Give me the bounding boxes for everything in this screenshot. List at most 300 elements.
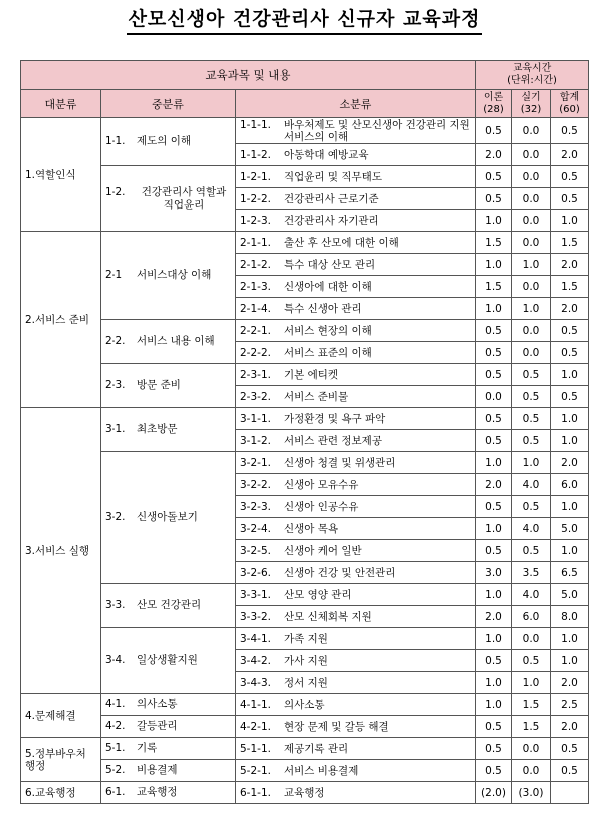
table-row — [21, 166, 589, 188]
hours-theory: (2.0) — [476, 782, 512, 804]
hours-practice: 0.5 — [512, 650, 551, 672]
hours-theory: 1.0 — [476, 584, 512, 606]
hours-total: 6.5 — [551, 562, 589, 584]
hours-theory: 1.0 — [476, 298, 512, 320]
minor-category — [236, 782, 476, 804]
minor-category-code: 4-1-1. — [240, 698, 271, 711]
mid-category-content — [105, 135, 231, 148]
hours-theory: 0.5 — [476, 738, 512, 760]
mid-category-content — [105, 720, 231, 733]
hours-practice: 0.0 — [512, 276, 551, 298]
hours-total: 2.0 — [551, 672, 589, 694]
table-row — [21, 584, 589, 606]
table-row — [21, 452, 589, 474]
minor-category-content — [240, 119, 471, 143]
hours-practice: 0.0 — [512, 320, 551, 342]
minor-category-content — [240, 149, 471, 161]
minor-category-name: 건강관리사 근로기준 — [284, 192, 379, 205]
mid-category-code: 2-2. — [105, 335, 126, 347]
mid-category-name: 산모 건강관리 — [137, 599, 202, 611]
minor-category-content — [240, 325, 471, 337]
mid-category-code: 1-2. — [105, 185, 126, 198]
minor-category-name: 특수 신생아 관리 — [284, 302, 362, 315]
table-row — [21, 694, 589, 716]
mid-category-content — [105, 599, 231, 612]
header-subjects: 교육과목 및 내용 — [21, 61, 476, 90]
hours-theory: 0.5 — [476, 166, 512, 188]
hours-total: 0.5 — [551, 118, 589, 144]
minor-category-name: 신생아 목욕 — [284, 522, 339, 535]
hours-theory: 1.5 — [476, 276, 512, 298]
minor-category-code: 2-2-1. — [240, 324, 271, 337]
mid-category-name: 신생아돌보기 — [137, 511, 198, 523]
hours-practice: 4.0 — [512, 474, 551, 496]
minor-category-content — [240, 765, 471, 777]
hours-theory: 0.5 — [476, 496, 512, 518]
minor-category — [236, 694, 476, 716]
hours-theory: 2.0 — [476, 606, 512, 628]
mid-category — [101, 716, 236, 738]
minor-category-content — [240, 391, 471, 403]
hours-total: 2.0 — [551, 298, 589, 320]
mid-category-code: 4-1. — [105, 698, 126, 710]
hours-practice: 1.0 — [512, 298, 551, 320]
hours-practice: 0.0 — [512, 628, 551, 650]
minor-category-content — [240, 215, 471, 227]
table-row — [21, 364, 589, 386]
hours-practice: 1.0 — [512, 672, 551, 694]
minor-category — [236, 210, 476, 232]
mid-category — [101, 694, 236, 716]
hours-theory: 0.5 — [476, 430, 512, 452]
mid-category-code: 1-1. — [105, 135, 126, 147]
minor-category-code: 3-4-3. — [240, 676, 271, 689]
hours-theory: 0.5 — [476, 320, 512, 342]
minor-category-code: 3-2-4. — [240, 522, 271, 535]
major-category: 2.서비스 준비 — [21, 232, 101, 408]
hours-total: 6.0 — [551, 474, 589, 496]
minor-category-code: 1-2-2. — [240, 192, 271, 205]
minor-category — [236, 298, 476, 320]
minor-category — [236, 584, 476, 606]
hours-total: 2.0 — [551, 254, 589, 276]
hours-practice: 3.5 — [512, 562, 551, 584]
minor-category-content — [240, 193, 471, 205]
mid-category-name: 기록 — [137, 742, 158, 754]
hours-total: 1.0 — [551, 496, 589, 518]
mid-category-code: 3-1. — [105, 423, 126, 435]
minor-category — [236, 166, 476, 188]
header-practice-total: (32) — [520, 103, 542, 115]
minor-category-code: 2-1-4. — [240, 302, 271, 315]
mid-category-content — [105, 511, 231, 524]
hours-theory: 0.5 — [476, 364, 512, 386]
mid-category-content — [105, 186, 231, 212]
minor-category-code: 3-4-2. — [240, 654, 271, 667]
minor-category-code: 2-1-1. — [240, 236, 271, 249]
minor-category-content — [240, 655, 471, 667]
curriculum-table — [20, 60, 589, 804]
hours-total: 0.5 — [551, 342, 589, 364]
hours-total: 1.0 — [551, 408, 589, 430]
mid-category-content — [105, 335, 231, 348]
table-row — [21, 408, 589, 430]
mid-category-content — [105, 698, 231, 711]
hours-practice: 0.0 — [512, 232, 551, 254]
mid-category-content — [105, 742, 231, 755]
hours-total: 2.5 — [551, 694, 589, 716]
minor-category-content — [240, 281, 471, 293]
header-sum — [551, 90, 589, 118]
minor-category-name: 산모 신체회복 지원 — [284, 610, 372, 623]
minor-category-code: 3-3-2. — [240, 610, 271, 623]
minor-category-content — [240, 743, 471, 755]
hours-theory: 0.5 — [476, 650, 512, 672]
minor-category — [236, 408, 476, 430]
mid-category-name: 건강관리사 역할과 직업윤리 — [141, 185, 227, 211]
minor-category-name: 특수 대상 산모 관리 — [284, 258, 376, 271]
hours-theory: 0.5 — [476, 342, 512, 364]
minor-category-code: 5-1-1. — [240, 742, 271, 755]
minor-category-code: 3-3-1. — [240, 588, 271, 601]
mid-category-content — [105, 786, 231, 799]
major-category: 1.역할인식 — [21, 118, 101, 232]
minor-category-content — [240, 435, 471, 447]
minor-category — [236, 364, 476, 386]
hours-theory: 0.5 — [476, 540, 512, 562]
minor-category-name: 서비스 현장의 이해 — [284, 324, 372, 337]
minor-category-content — [240, 259, 471, 271]
mid-category-code: 3-2. — [105, 511, 126, 523]
header-hours — [476, 61, 589, 90]
minor-category-name: 신생아 모유수유 — [284, 478, 359, 491]
mid-category-name: 최초방문 — [137, 423, 178, 435]
mid-category-name: 교육행정 — [137, 786, 178, 798]
table-row — [21, 628, 589, 650]
mid-category-content — [105, 269, 231, 282]
hours-practice: 0.5 — [512, 496, 551, 518]
minor-category-name: 신생아 건강 및 안전관리 — [284, 566, 396, 579]
mid-category — [101, 364, 236, 408]
minor-category-name: 현장 문제 및 갈등 해결 — [284, 720, 389, 733]
mid-category — [101, 166, 236, 232]
hours-theory: 1.0 — [476, 628, 512, 650]
minor-category-content — [240, 413, 471, 425]
mid-category — [101, 232, 236, 320]
mid-category-code: 2-3. — [105, 379, 126, 391]
major-category: 4.문제해결 — [21, 694, 101, 738]
minor-category-code: 1-2-1. — [240, 170, 271, 183]
mid-category-code: 4-2. — [105, 720, 126, 732]
header-row-bottom — [21, 90, 589, 118]
minor-category-code: 3-1-2. — [240, 434, 271, 447]
hours-total: 2.0 — [551, 144, 589, 166]
minor-category-name: 가정환경 및 욕구 파악 — [284, 412, 386, 425]
hours-practice: (3.0) — [512, 782, 551, 804]
minor-category — [236, 474, 476, 496]
minor-category — [236, 760, 476, 782]
minor-category-content — [240, 567, 471, 579]
hours-practice: 1.5 — [512, 694, 551, 716]
mid-category-code: 6-1. — [105, 786, 126, 798]
minor-category-content — [240, 369, 471, 381]
minor-category-content — [240, 237, 471, 249]
minor-category — [236, 562, 476, 584]
hours-total: 1.0 — [551, 364, 589, 386]
minor-category — [236, 386, 476, 408]
hours-practice: 0.0 — [512, 760, 551, 782]
minor-category-code: 3-4-1. — [240, 632, 271, 645]
hours-theory: 0.0 — [476, 386, 512, 408]
minor-category — [236, 738, 476, 760]
hours-total: 0.5 — [551, 760, 589, 782]
minor-category-content — [240, 787, 471, 799]
minor-category-content — [240, 633, 471, 645]
mid-category — [101, 408, 236, 452]
minor-category-code: 1-2-3. — [240, 214, 271, 227]
hours-theory: 1.0 — [476, 254, 512, 276]
minor-category-content — [240, 523, 471, 535]
header-hours-unit: (단위:시간) — [507, 75, 557, 86]
table-row — [21, 782, 589, 804]
hours-practice: 0.5 — [512, 540, 551, 562]
mid-category-name: 의사소통 — [137, 698, 178, 710]
hours-practice: 0.0 — [512, 118, 551, 144]
minor-category-content — [240, 721, 471, 733]
minor-category-content — [240, 347, 471, 359]
minor-category-name: 신생아 케어 일반 — [284, 544, 362, 557]
major-category: 3.서비스 실행 — [21, 408, 101, 694]
page-title: 산모신생아 건강관리사 신규자 교육과정 — [127, 8, 483, 35]
table-row — [21, 232, 589, 254]
hours-total: 1.0 — [551, 210, 589, 232]
mid-category-content — [105, 654, 231, 667]
mid-category — [101, 118, 236, 166]
mid-category-content — [105, 423, 231, 436]
mid-category-code: 3-3. — [105, 599, 126, 611]
minor-category-name: 가족 지원 — [284, 632, 328, 645]
mid-category-name: 비용결제 — [137, 764, 178, 776]
minor-category — [236, 716, 476, 738]
minor-category-name: 가사 지원 — [284, 654, 328, 667]
hours-total: 1.0 — [551, 540, 589, 562]
minor-category — [236, 606, 476, 628]
minor-category — [236, 518, 476, 540]
minor-category-name: 의사소통 — [284, 698, 325, 711]
minor-category-name: 제공기록 관리 — [284, 742, 349, 755]
minor-category-code: 2-3-1. — [240, 368, 271, 381]
header-theory — [476, 90, 512, 118]
mid-category-name: 제도의 이해 — [137, 135, 192, 147]
hours-practice: 1.0 — [512, 254, 551, 276]
hours-practice: 0.0 — [512, 342, 551, 364]
mid-category-code: 5-2. — [105, 764, 126, 776]
minor-category — [236, 540, 476, 562]
mid-category-name: 서비스대상 이해 — [137, 269, 212, 281]
hours-theory: 1.0 — [476, 672, 512, 694]
hours-theory: 1.0 — [476, 452, 512, 474]
hours-practice: 0.5 — [512, 386, 551, 408]
mid-category — [101, 628, 236, 694]
hours-total: 8.0 — [551, 606, 589, 628]
minor-category — [236, 232, 476, 254]
hours-practice: 0.0 — [512, 144, 551, 166]
minor-category-name: 신생아 청결 및 위생관리 — [284, 456, 396, 469]
minor-category — [236, 320, 476, 342]
table-row — [21, 738, 589, 760]
hours-theory: 2.0 — [476, 474, 512, 496]
mid-category — [101, 320, 236, 364]
minor-category-content — [240, 457, 471, 469]
minor-category-name: 출산 후 산모에 대한 이해 — [284, 236, 399, 249]
hours-practice: 1.0 — [512, 452, 551, 474]
hours-total: 5.0 — [551, 518, 589, 540]
header-hours-label: 교육시간 — [512, 63, 552, 74]
minor-category-name: 신생아에 대한 이해 — [284, 280, 372, 293]
minor-category-code: 3-2-2. — [240, 478, 271, 491]
hours-theory: 1.0 — [476, 518, 512, 540]
minor-category-name: 산모 영양 관리 — [284, 588, 352, 601]
hours-practice: 0.0 — [512, 166, 551, 188]
minor-category — [236, 276, 476, 298]
hours-total — [551, 782, 589, 804]
header-row-top — [21, 61, 589, 90]
minor-category-code: 2-1-2. — [240, 258, 271, 271]
minor-category — [236, 254, 476, 276]
hours-total: 0.5 — [551, 738, 589, 760]
mid-category-code: 5-1. — [105, 742, 126, 754]
minor-category-name: 신생아 인공수유 — [284, 500, 359, 513]
minor-category-content — [240, 545, 471, 557]
table-row — [21, 118, 589, 144]
hours-practice: 4.0 — [512, 518, 551, 540]
minor-category — [236, 430, 476, 452]
header-practice-label: 실기 — [521, 91, 541, 103]
hours-theory: 1.5 — [476, 232, 512, 254]
hours-practice: 1.5 — [512, 716, 551, 738]
minor-category-content — [240, 171, 471, 183]
minor-category-code: 4-2-1. — [240, 720, 271, 733]
minor-category — [236, 144, 476, 166]
hours-practice: 0.5 — [512, 430, 551, 452]
minor-category — [236, 628, 476, 650]
hours-practice: 0.0 — [512, 738, 551, 760]
minor-category-code: 3-2-3. — [240, 500, 271, 513]
mid-category — [101, 760, 236, 782]
hours-theory: 0.5 — [476, 188, 512, 210]
header-minor: 소분류 — [236, 90, 476, 118]
hours-practice: 0.5 — [512, 408, 551, 430]
hours-theory: 0.5 — [476, 716, 512, 738]
hours-theory: 2.0 — [476, 144, 512, 166]
hours-practice: 4.0 — [512, 584, 551, 606]
minor-category-code: 3-1-1. — [240, 412, 271, 425]
minor-category-name: 서비스 비용결제 — [284, 764, 359, 777]
header-theory-total: (28) — [483, 103, 504, 115]
minor-category-name: 서비스 준비물 — [284, 390, 349, 403]
minor-category-code: 1-1-1. — [240, 118, 271, 131]
hours-practice: 0.5 — [512, 364, 551, 386]
minor-category-name: 정서 지원 — [284, 676, 328, 689]
minor-category-code: 3-2-1. — [240, 456, 271, 469]
minor-category — [236, 188, 476, 210]
minor-category-content — [240, 303, 471, 315]
header-sum-label: 합계 — [559, 91, 580, 103]
minor-category-content — [240, 589, 471, 601]
minor-category-name: 아동학대 예방교육 — [284, 148, 369, 161]
table-row — [21, 320, 589, 342]
hours-total: 0.5 — [551, 386, 589, 408]
hours-total: 2.0 — [551, 716, 589, 738]
major-category: 6.교육행정 — [21, 782, 101, 804]
minor-category-code: 5-2-1. — [240, 764, 271, 777]
header-theory-label: 이론 — [483, 91, 504, 103]
minor-category-name: 바우처제도 및 산모신생아 건강관리 지원서비스의 이해 — [284, 118, 470, 143]
minor-category — [236, 496, 476, 518]
hours-practice: 6.0 — [512, 606, 551, 628]
hours-total: 0.5 — [551, 320, 589, 342]
minor-category — [236, 452, 476, 474]
minor-category-content — [240, 479, 471, 491]
mid-category — [101, 782, 236, 804]
minor-category-name: 서비스 관련 정보제공 — [284, 434, 382, 447]
hours-total: 1.5 — [551, 232, 589, 254]
minor-category-code: 2-2-2. — [240, 346, 271, 359]
minor-category-name: 서비스 표준의 이해 — [284, 346, 372, 359]
minor-category-code: 3-2-6. — [240, 566, 271, 579]
hours-theory: 0.5 — [476, 118, 512, 144]
minor-category — [236, 672, 476, 694]
minor-category-code: 2-1-3. — [240, 280, 271, 293]
minor-category-content — [240, 677, 471, 689]
mid-category-name: 방문 준비 — [137, 379, 181, 391]
hours-theory: 3.0 — [476, 562, 512, 584]
hours-total: 2.0 — [551, 452, 589, 474]
mid-category — [101, 584, 236, 628]
major-category: 5.정부바우처 행정 — [21, 738, 101, 782]
minor-category-name: 직업윤리 및 직무태도 — [284, 170, 382, 183]
hours-total: 0.5 — [551, 188, 589, 210]
hours-theory: 1.0 — [476, 210, 512, 232]
hours-theory: 0.5 — [476, 760, 512, 782]
hours-practice: 0.0 — [512, 210, 551, 232]
hours-theory: 0.5 — [476, 408, 512, 430]
minor-category-code: 3-2-5. — [240, 544, 271, 557]
mid-category-code: 3-4. — [105, 654, 126, 666]
mid-category-name: 일상생활지원 — [137, 654, 198, 666]
hours-total: 0.5 — [551, 166, 589, 188]
minor-category-content — [240, 699, 471, 711]
table-row — [21, 716, 589, 738]
mid-category — [101, 738, 236, 760]
mid-category — [101, 452, 236, 584]
minor-category-content — [240, 501, 471, 513]
header-major: 대분류 — [21, 90, 101, 118]
minor-category-content — [240, 611, 471, 623]
mid-category-content — [105, 379, 231, 392]
minor-category-code: 2-3-2. — [240, 390, 271, 403]
mid-category-name: 서비스 내용 이해 — [137, 335, 215, 347]
mid-category-name: 갈등관리 — [137, 720, 178, 732]
hours-total: 5.0 — [551, 584, 589, 606]
hours-total: 1.0 — [551, 628, 589, 650]
minor-category-name: 건강관리사 자기관리 — [284, 214, 379, 227]
header-sum-total: (60) — [559, 103, 580, 115]
minor-category — [236, 650, 476, 672]
minor-category — [236, 118, 476, 144]
minor-category — [236, 342, 476, 364]
hours-practice: 0.0 — [512, 188, 551, 210]
